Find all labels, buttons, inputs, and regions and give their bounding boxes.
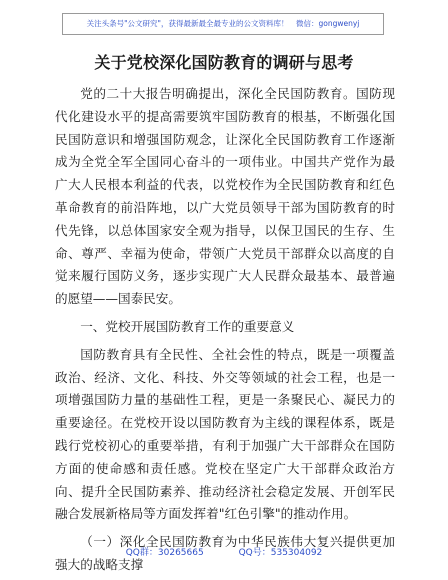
subsection-heading-1: （一）深化全民国防教育为中华民族伟大复兴提供更加强大的战略支撑 bbox=[55, 534, 395, 572]
intro-paragraph: 党的二十大报告明确提出，深化全民国防教育。国防现代化建设水平的提高需要筑牢国防教育的根基，不断强化国民国防意识和增强国防观念，让深化全民国防教育工作逐渐成为全党全军全国同心奋斗的一项伟业。中国共产党作为最广大人民根本利益的代表，以党校作为全民国防教育和红色革命教育的前沿阵地，以广大党员领导干部为国防教育的时代先锋，以总体国家安全观为指导，以保卫国民的生存、生命、尊严、幸福为使命，带领广大党员干部群众以高度的自觉来履行国防义务，逐步实现广大人民群众最基本、最普遍的愿望——国泰民安。 bbox=[55, 86, 395, 307]
footer-qq-id: QQ号：535304092 bbox=[238, 548, 323, 558]
section-heading-1: 一、党校开展国防教育工作的重要意义 bbox=[80, 318, 295, 334]
document-title: 关于党校深化国防教育的调研与思考 bbox=[94, 53, 354, 72]
section-1-paragraph: 国防教育具有全民性、全社会性的特点，既是一项覆盖政治、经济、文化、科技、外交等领域的社会工程，也是一项增强国防力量的基础性工程，更是一条聚民心、凝民力的重要途径。在党校开设以国防教育为主线的课程体系，既是践行党校初心的重要举措，有利于加强广大干部群众在国防方面的使命感和责任感。党校在坚定广大干部群众政治方向、提升全民国防素养、推动经济社会稳定发展、开创军民融合发展新格局等方面发挥着"红色引擎"的推动作用。 bbox=[55, 346, 395, 522]
footer-qq-group: QQ群：30265665 bbox=[125, 548, 204, 558]
footer bbox=[0, 545, 448, 558]
header-banner: 关注头条号"公文研究"，获得最新最全最专业的公文资料库！ 微信：gongwenyj bbox=[62, 13, 384, 35]
document-body bbox=[55, 83, 395, 577]
